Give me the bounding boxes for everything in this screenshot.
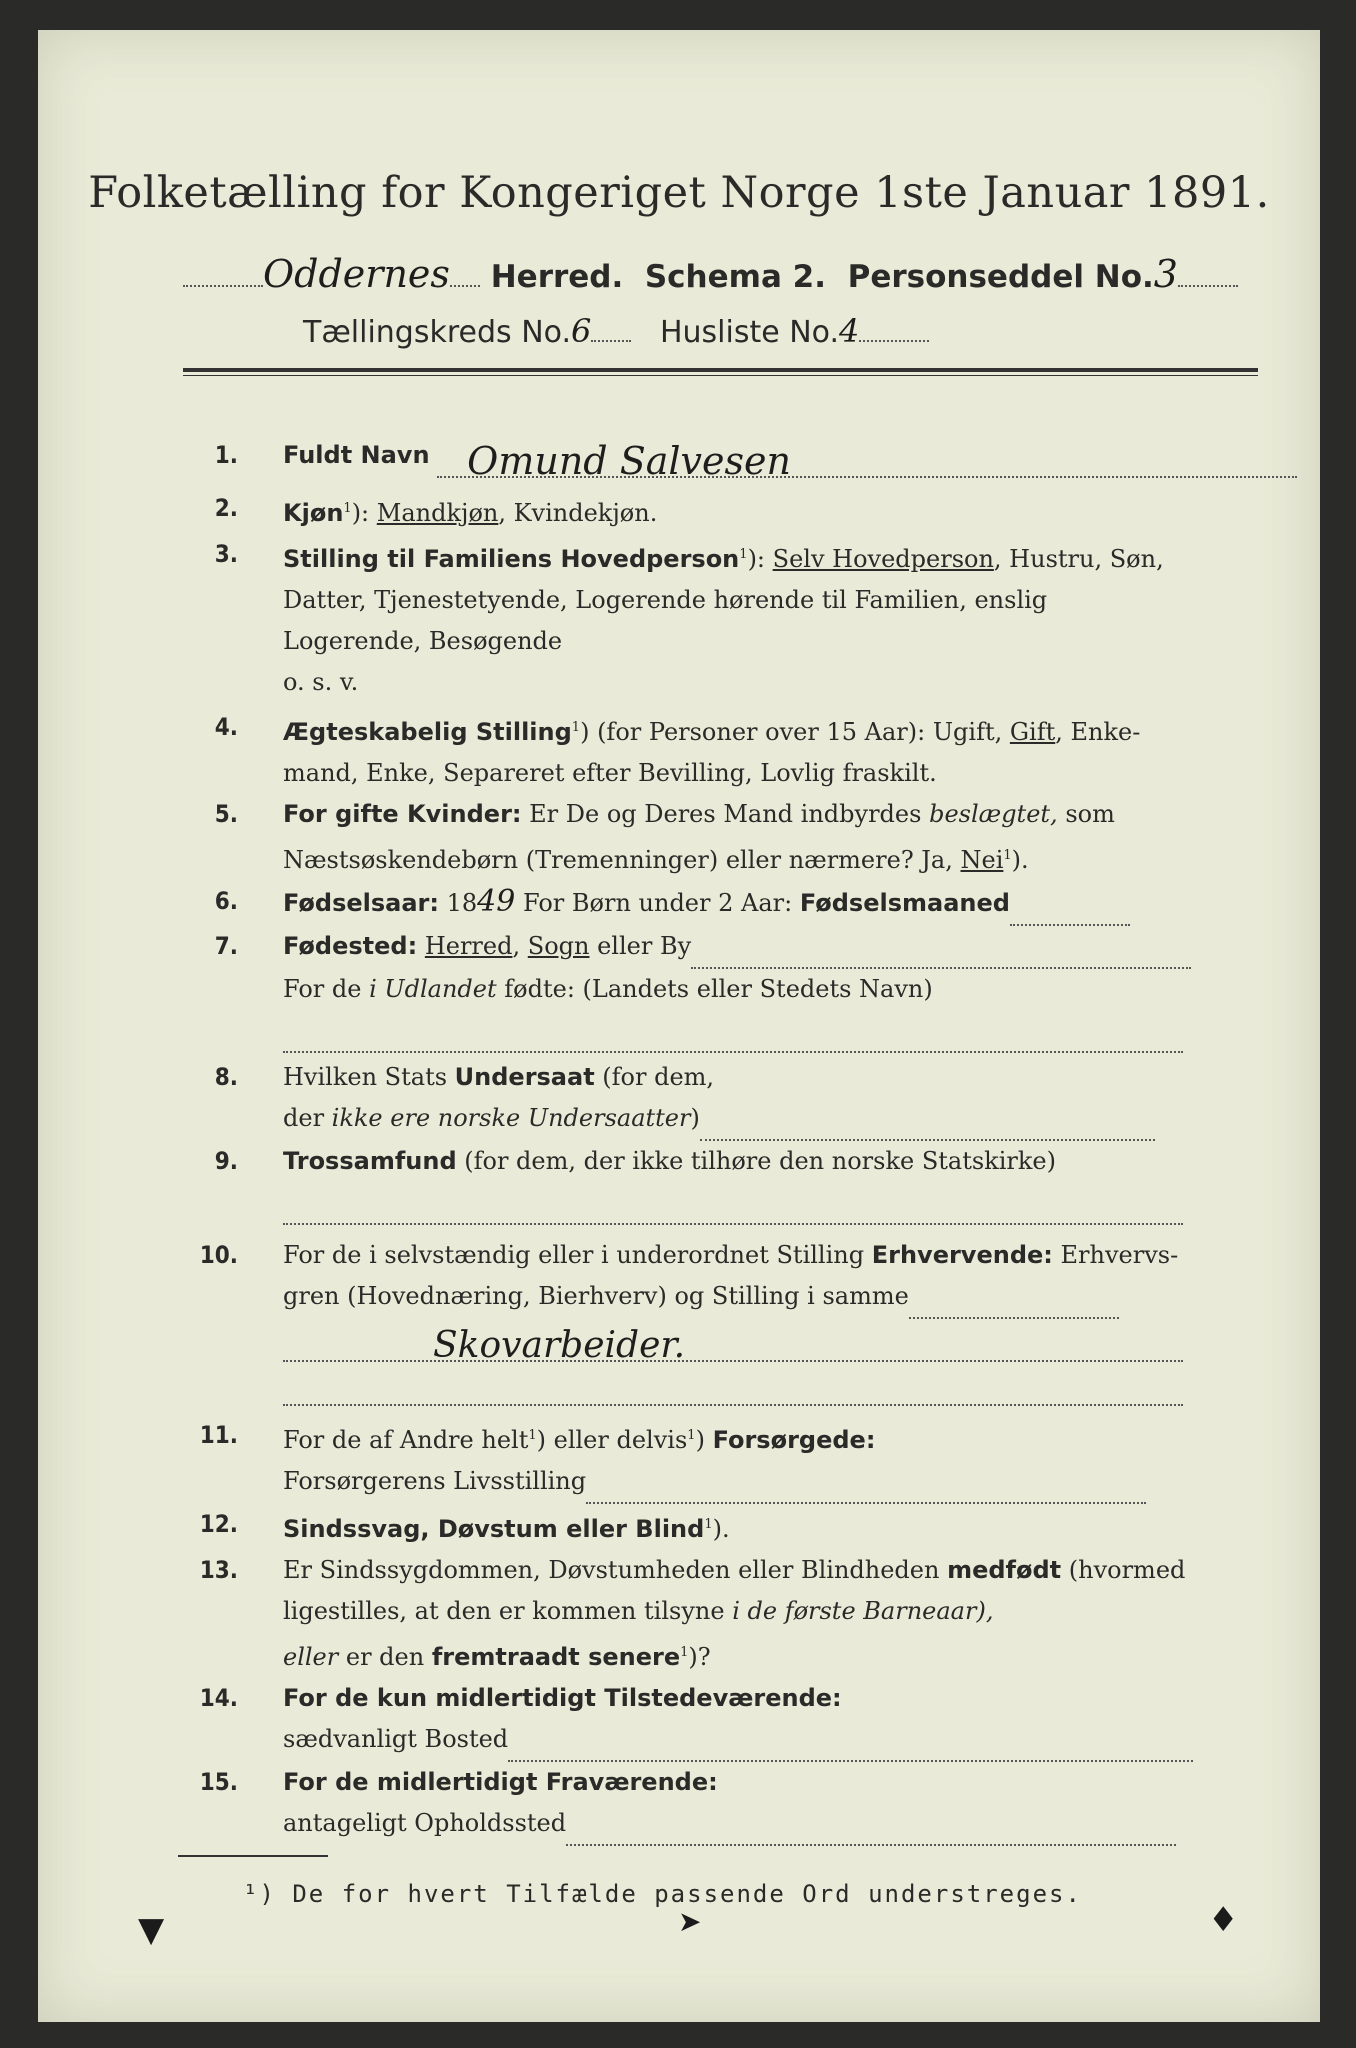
full-name-label: Fuldt Navn — [283, 441, 430, 469]
disability-label: Sindssvag, Døvstum eller Blind — [283, 1515, 705, 1543]
text: antageligt Opholdssted — [283, 1809, 567, 1837]
item-4-line-2 — [173, 753, 1263, 794]
item-4 — [173, 707, 1263, 753]
census-form — [38, 30, 1320, 2022]
item-10-blank — [173, 1363, 1263, 1407]
footnote-ref: 1 — [739, 547, 748, 562]
sex-label: Kjøn — [283, 499, 344, 527]
item-number: 12. — [199, 1510, 238, 1538]
text: Næstsøskendebørn (Tremenninger) eller nærmere? Ja, — [283, 846, 961, 874]
item-14 — [173, 1678, 1263, 1719]
text: beslægtet, — [929, 800, 1058, 828]
arrow-mark-icon: ➤ — [678, 1905, 702, 1938]
item-number: 14. — [199, 1684, 238, 1712]
temporary-absent-label: For de midlertidigt Fraværende: — [283, 1768, 718, 1796]
marital-status-selected: Gift — [1009, 718, 1056, 746]
text: der — [283, 1104, 332, 1132]
family-position-selected: Selv Hovedperson — [772, 545, 994, 573]
temporary-present-label: For de kun midlertidigt Tilstedeværende: — [283, 1684, 842, 1712]
item-13 — [173, 1550, 1263, 1591]
text: (hvormed — [1061, 1556, 1186, 1584]
kreds-label: Tællingskreds No. — [303, 315, 571, 350]
citizenship-label: Undersaat — [454, 1063, 595, 1091]
family-position-label: Stilling til Familiens Hovedperson — [283, 545, 740, 573]
text: 18 — [439, 889, 478, 917]
header-line-2 — [303, 312, 1203, 350]
dependent-label: Forsørgede: — [712, 1426, 876, 1454]
herred-label: Herred. — [490, 259, 624, 295]
footnote-ref: 1 — [343, 501, 352, 516]
text: ikke ere norske Undersaatter — [331, 1104, 691, 1132]
text: For Børn under 2 Aar: — [515, 889, 800, 917]
item-number: 6. — [214, 887, 238, 915]
item-8 — [173, 1057, 1263, 1098]
text: Er Sindssygdommen, Døvstumheden eller Blindheden — [283, 1556, 948, 1584]
text: Datter, Tjenestetyende, Logerende hørende til Familien, enslig — [283, 586, 1048, 614]
text: fødte: (Landets eller Stedets Navn) — [496, 975, 933, 1003]
item-3-line-4 — [173, 662, 1263, 703]
text: Er De og Deres Mand indbyrdes — [521, 800, 930, 828]
birthplace-option-sogn: Sogn — [527, 932, 590, 960]
married-women-label: For gifte Kvinder: — [283, 800, 522, 828]
item-12 — [173, 1504, 1263, 1550]
footnote-ref: 1 — [528, 1428, 537, 1443]
item-14-line-2 — [173, 1719, 1263, 1762]
item-11 — [173, 1415, 1263, 1461]
text: fremtraadt senere — [431, 1643, 681, 1671]
text: ): — [351, 499, 377, 527]
text: ). — [1011, 846, 1029, 874]
item-8-line-2 — [173, 1098, 1263, 1141]
text: er den — [338, 1643, 432, 1671]
text: , Hustru, Søn, — [993, 545, 1164, 573]
birthplace-label: Fødested: — [283, 932, 418, 960]
item-13-line-3 — [173, 1632, 1263, 1678]
text: ) eller delvis — [536, 1426, 688, 1454]
schema-label: Schema 2. — [644, 259, 827, 295]
item-5 — [173, 794, 1263, 835]
item-number: 10. — [199, 1241, 238, 1269]
text: gren (Hovednæring, Bierhverv) og Stilling i samme — [283, 1282, 909, 1310]
footnote-ref: 1 — [1003, 848, 1012, 863]
item-number: 15. — [199, 1768, 238, 1796]
occupation-label: Erhvervende: — [871, 1241, 1053, 1269]
text: For de af Andre helt — [283, 1426, 529, 1454]
text: Hvilken Stats — [283, 1063, 455, 1091]
text: ) — [695, 1426, 713, 1454]
text: ligestilles, at den er kommen tilsyne — [283, 1597, 733, 1625]
corner-mark-icon: ▼ — [138, 1910, 165, 1950]
text: , — [512, 932, 528, 960]
congenital-label: medfødt — [947, 1556, 1062, 1584]
footnote-ref: 1 — [571, 720, 581, 735]
text: mand, Enke, Separeret efter Bevilling, Lovlig fraskilt. — [283, 759, 937, 787]
birth-year-label: Fødselsaar: — [283, 889, 439, 917]
item-5-line-2 — [173, 835, 1263, 881]
item-13-line-2 — [173, 1591, 1263, 1632]
item-number: 5. — [214, 800, 238, 828]
item-3 — [173, 534, 1263, 580]
text: eller — [283, 1643, 339, 1671]
item-3-line-2 — [173, 580, 1263, 621]
footnote-ref: 1 — [687, 1428, 696, 1443]
text: (for dem, — [594, 1063, 715, 1091]
text: For de — [283, 975, 370, 1003]
header-line-1 — [183, 252, 1273, 296]
footnote-rule — [178, 1855, 328, 1857]
birth-month-label: Fødselsmaaned — [799, 889, 1010, 917]
text: )? — [688, 1643, 711, 1671]
birthplace-option-herred: Herred — [424, 932, 513, 960]
header-rule — [183, 368, 1258, 376]
item-11-line-2 — [173, 1461, 1263, 1504]
text: o. s. v. — [283, 668, 359, 696]
item-number: 8. — [214, 1063, 238, 1091]
item-9-blank — [173, 1182, 1263, 1223]
marital-status-label: Ægteskabelig Stilling — [283, 718, 572, 746]
item-15-line-2 — [173, 1803, 1263, 1846]
item-2 — [173, 488, 1263, 534]
item-number: 7. — [214, 932, 238, 960]
item-6 — [173, 881, 1263, 926]
text: ). — [712, 1515, 730, 1543]
text: Erhvervs- — [1052, 1241, 1179, 1269]
item-number: 3. — [214, 540, 238, 568]
full-name-value: Omund Salvesen — [467, 439, 791, 483]
text: ) — [690, 1104, 700, 1132]
item-number: 13. — [199, 1556, 238, 1584]
item-9 — [173, 1141, 1263, 1182]
related-answer: Nei — [960, 846, 1004, 874]
text: eller By — [589, 932, 692, 960]
text: Logerende, Besøgende — [283, 627, 563, 655]
personseddel-label: Personseddel No. — [847, 259, 1154, 295]
item-number: 9. — [214, 1147, 238, 1175]
herred-value: Oddernes — [263, 252, 450, 296]
text: i de første Barneaar), — [732, 1597, 994, 1625]
footnote-ref: 1 — [680, 1645, 689, 1660]
text: som — [1057, 800, 1115, 828]
text: (for dem, der ikke tilhøre den norske Statskirke) — [456, 1147, 1056, 1175]
ink-blot-icon: ♦ — [1208, 1900, 1239, 1940]
item-7-line-2 — [173, 969, 1263, 1010]
text: Forsørgerens Livsstilling — [283, 1467, 587, 1495]
personseddel-value: 3 — [1153, 252, 1178, 296]
item-15 — [173, 1762, 1263, 1803]
birth-year-value: 49 — [477, 884, 516, 919]
kreds-value: 6 — [571, 312, 592, 350]
item-10-line-2 — [173, 1276, 1263, 1319]
text: For de i selvstændig eller i underordnet Stilling — [283, 1241, 872, 1269]
text: ): — [747, 545, 773, 573]
item-3-line-3 — [173, 621, 1263, 662]
text: ) (for Personer over 15 Aar): Ugift, — [580, 718, 1010, 746]
item-1 — [173, 435, 1263, 483]
item-10-value-line — [173, 1319, 1263, 1366]
item-number: 4. — [214, 713, 238, 741]
footnote-ref: 1 — [704, 1517, 713, 1532]
item-number: 11. — [199, 1421, 238, 1449]
husliste-label: Husliste No. — [659, 315, 840, 350]
text: , Enke- — [1055, 718, 1141, 746]
occupation-value: Skovarbeider. — [433, 1325, 686, 1366]
item-7-blank — [173, 1010, 1263, 1051]
text: i Udlandet — [369, 975, 497, 1003]
text: sædvanligt Bosted — [283, 1725, 509, 1753]
form-title: Folketælling for Kongeriget Norge 1ste Januar 1891. — [88, 168, 1270, 218]
sex-option-male: Mandkjøn — [376, 499, 499, 527]
text: , Kvindekjøn. — [498, 499, 658, 527]
question-list — [173, 435, 1263, 1846]
item-number: 1. — [214, 441, 238, 469]
item-10 — [173, 1235, 1263, 1276]
religion-label: Trossamfund — [283, 1147, 457, 1175]
husliste-value: 4 — [839, 312, 860, 350]
footnote: ¹) De for hvert Tilfælde passende Ord understreges. — [243, 1880, 1082, 1908]
item-7 — [173, 926, 1263, 969]
item-number: 2. — [214, 494, 238, 522]
